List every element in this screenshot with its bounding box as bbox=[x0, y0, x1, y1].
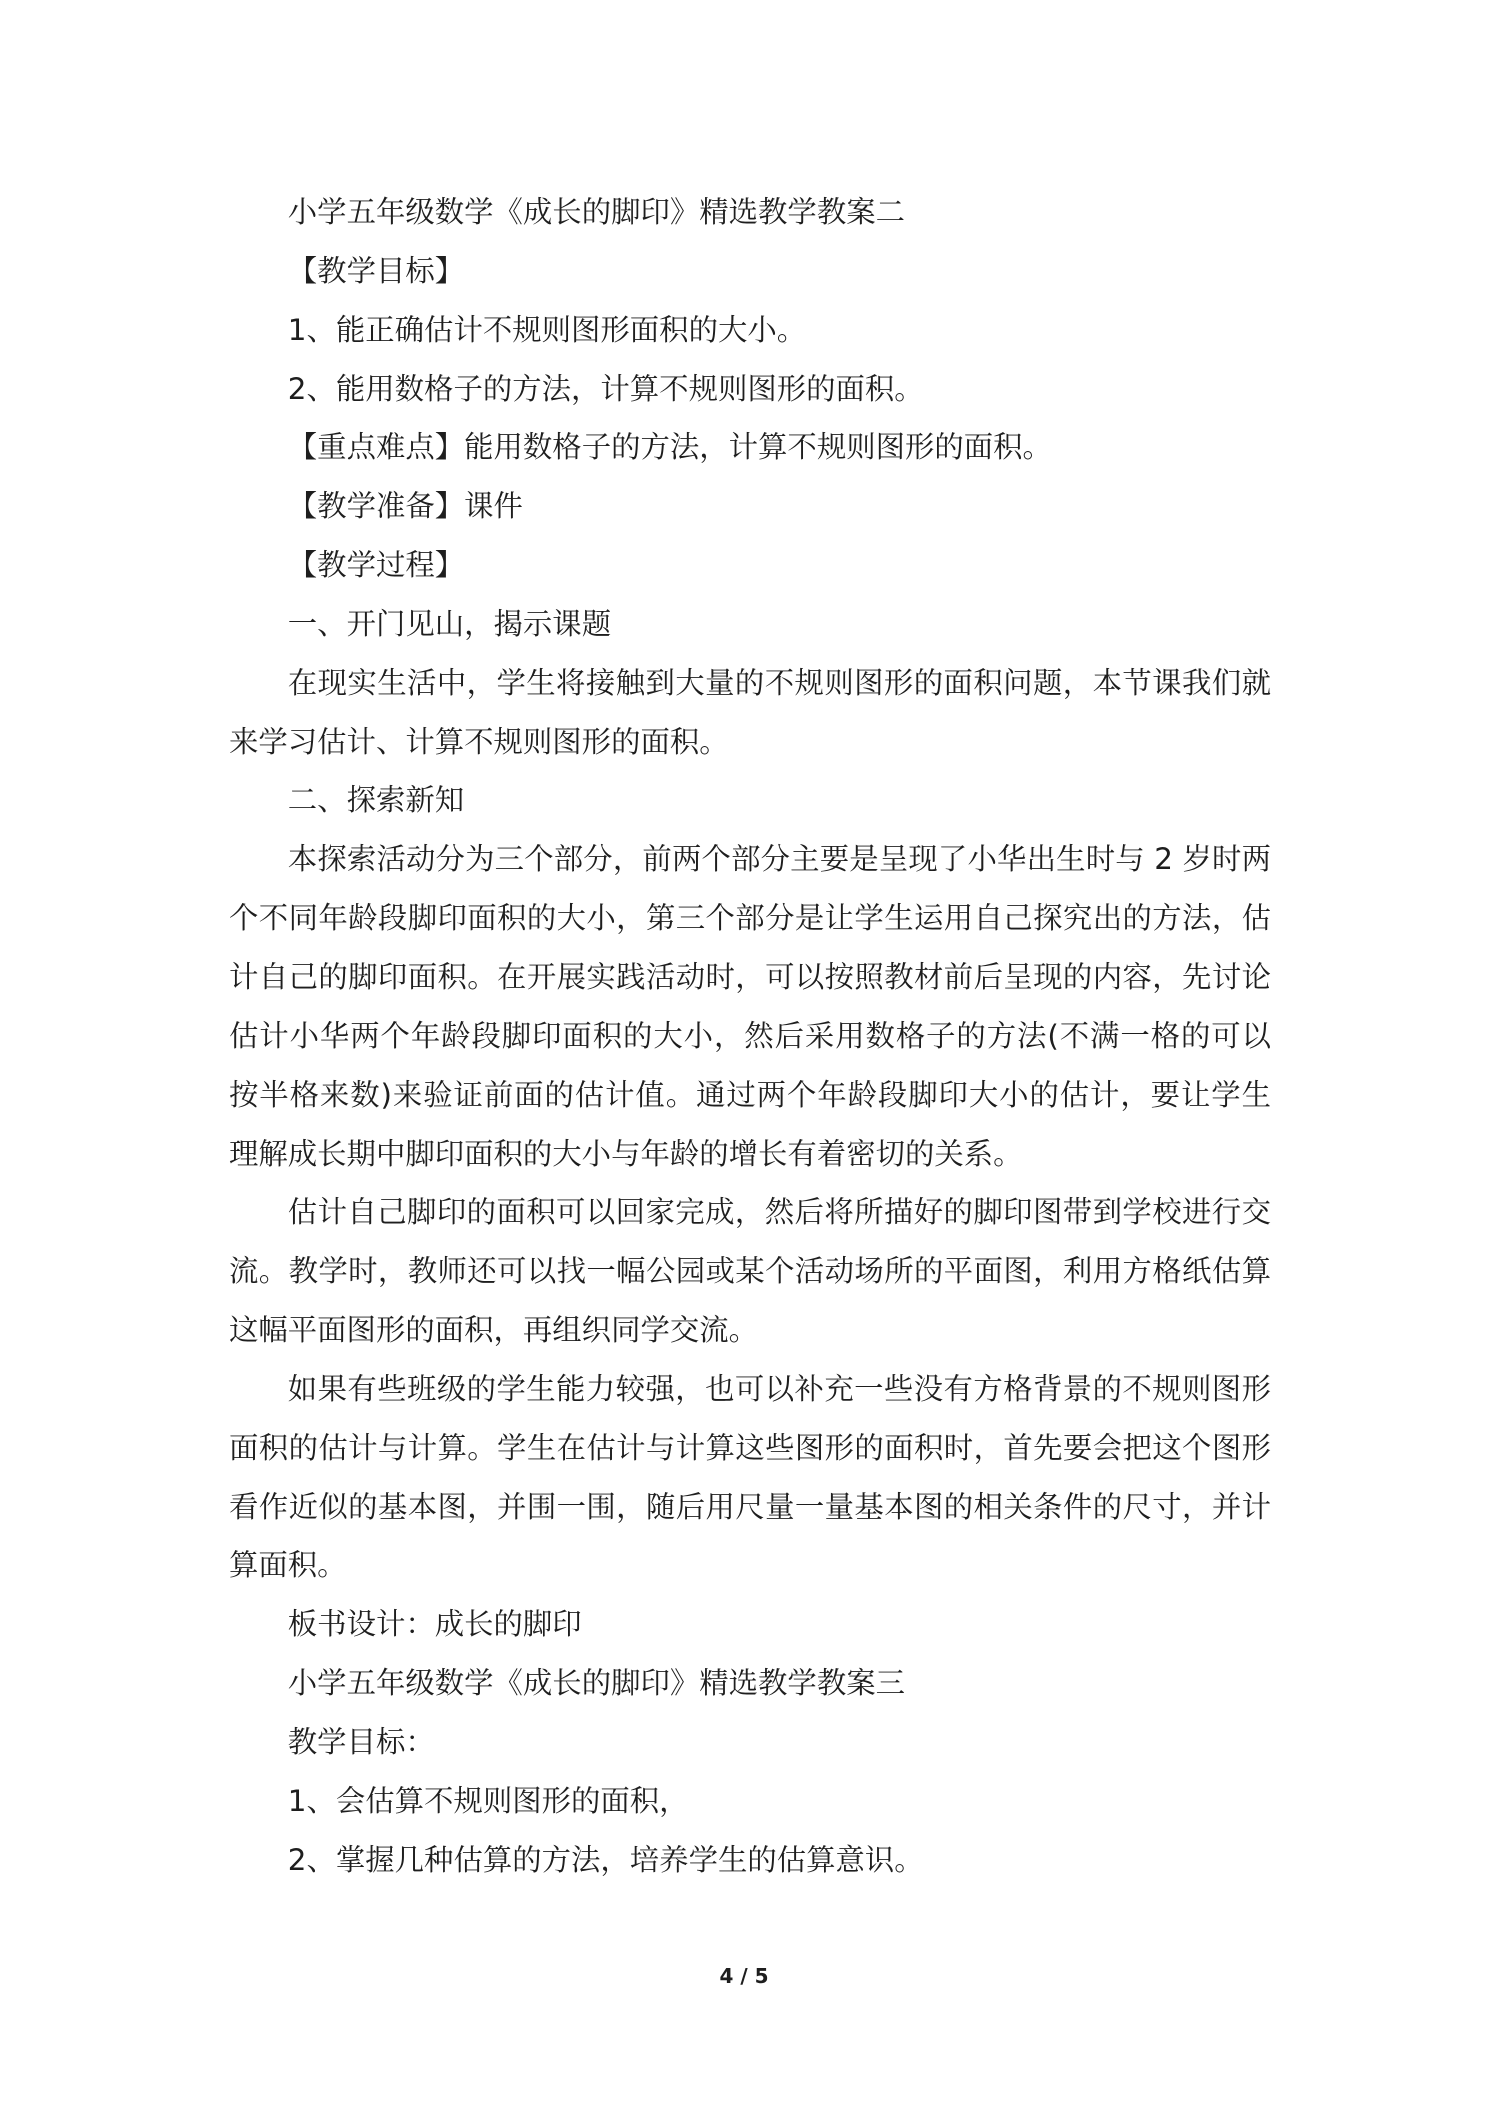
text-line: 理解成长期中脚印面积的大小与年龄的增长有着密切的关系。 bbox=[229, 1136, 1023, 1171]
text-line: 计自己的脚印面积。在开展实践活动时，可以按照教材前后呈现的内容，先讨论 bbox=[229, 959, 1271, 994]
text-line: 在现实生活中，学生将接触到大量的不规则图形的面积问题，本节课我们就 bbox=[287, 665, 1271, 700]
text-line: 按半格来数)来验证前面的估计值。通过两个年龄段脚印大小的估计，要让学生 bbox=[229, 1077, 1271, 1112]
text-line: 本探索活动分为三个部分，前两个部分主要是呈现了小华出生时与 2 岁时两 bbox=[287, 842, 1271, 877]
text-line: 估计自己脚印的面积可以回家完成，然后将所描好的脚印图带到学校进行交 bbox=[287, 1195, 1271, 1230]
text-line: 小学五年级数学《成长的脚印》精选教学教案二 bbox=[287, 195, 905, 229]
section-heading-objectives bbox=[229, 1713, 1271, 1772]
text-line: 这幅平面图形的面积，再组织同学交流。 bbox=[229, 1313, 759, 1348]
document-body bbox=[229, 183, 1271, 1889]
text-line: 流。教学时，教师还可以找一幅公园或某个活动场所的平面图，利用方格纸估算 bbox=[229, 1254, 1271, 1289]
section-heading-objectives bbox=[229, 242, 1271, 301]
key-points bbox=[229, 418, 1271, 477]
step-heading bbox=[229, 595, 1271, 654]
text-line: 板书设计：成长的脚印 bbox=[287, 1607, 582, 1642]
page-number: 4 / 5 bbox=[719, 1964, 769, 1988]
body-paragraph bbox=[229, 1360, 1271, 1595]
text-line: 个不同年龄段脚印面积的大小，第三个部分是让学生运用自己探究出的方法，估 bbox=[229, 901, 1271, 936]
text-line: 小学五年级数学《成长的脚印》精选教学教案三 bbox=[287, 1666, 905, 1701]
text-line: 【重点难点】能用数格子的方法，计算不规则图形的面积。 bbox=[287, 430, 1052, 465]
section-heading-process bbox=[229, 536, 1271, 595]
text-line: 看作近似的基本图，并围一围，随后用尺量一量基本图的相关条件的尺寸，并计 bbox=[229, 1489, 1271, 1524]
text-line: 1、会估算不规则图形的面积， bbox=[287, 1783, 689, 1818]
text-line: 算面积。 bbox=[229, 1548, 347, 1583]
text-line: 估计小华两个年龄段脚印面积的大小，然后采用数格子的方法(不满一格的可以 bbox=[229, 1018, 1271, 1053]
text-line: 【教学准备】课件 bbox=[287, 489, 523, 524]
teaching-preparation bbox=[229, 477, 1271, 536]
body-paragraph bbox=[229, 830, 1271, 1183]
board-design bbox=[229, 1595, 1271, 1654]
text-line: 2、能用数格子的方法，计算不规则图形的面积。 bbox=[287, 371, 924, 406]
body-paragraph bbox=[229, 1183, 1271, 1360]
text-line: 来学习估计、计算不规则图形的面积。 bbox=[229, 724, 729, 759]
objective-item bbox=[229, 1831, 1271, 1890]
body-paragraph bbox=[229, 654, 1271, 772]
objective-item bbox=[229, 360, 1271, 419]
text-line: 面积的估计与计算。学生在估计与计算这些图形的面积时，首先要会把这个图形 bbox=[229, 1430, 1271, 1465]
lesson-title bbox=[229, 1654, 1271, 1713]
text-line: 一、开门见山，揭示课题 bbox=[287, 606, 612, 641]
lesson-title bbox=[229, 183, 1271, 242]
text-line: 【教学过程】 bbox=[287, 548, 465, 583]
step-heading bbox=[229, 771, 1271, 830]
objective-item bbox=[229, 301, 1271, 360]
objective-item bbox=[229, 1772, 1271, 1831]
text-line: 1、能正确估计不规则图形面积的大小。 bbox=[287, 312, 807, 347]
text-line: 【教学目标】 bbox=[287, 253, 465, 288]
text-line: 2、掌握几种估算的方法，培养学生的估算意识。 bbox=[287, 1842, 924, 1877]
text-line: 二、探索新知 bbox=[287, 783, 465, 818]
text-line: 如果有些班级的学生能力较强，也可以补充一些没有方格背景的不规则图形 bbox=[287, 1371, 1271, 1406]
text-line: 教学目标： bbox=[287, 1724, 435, 1759]
